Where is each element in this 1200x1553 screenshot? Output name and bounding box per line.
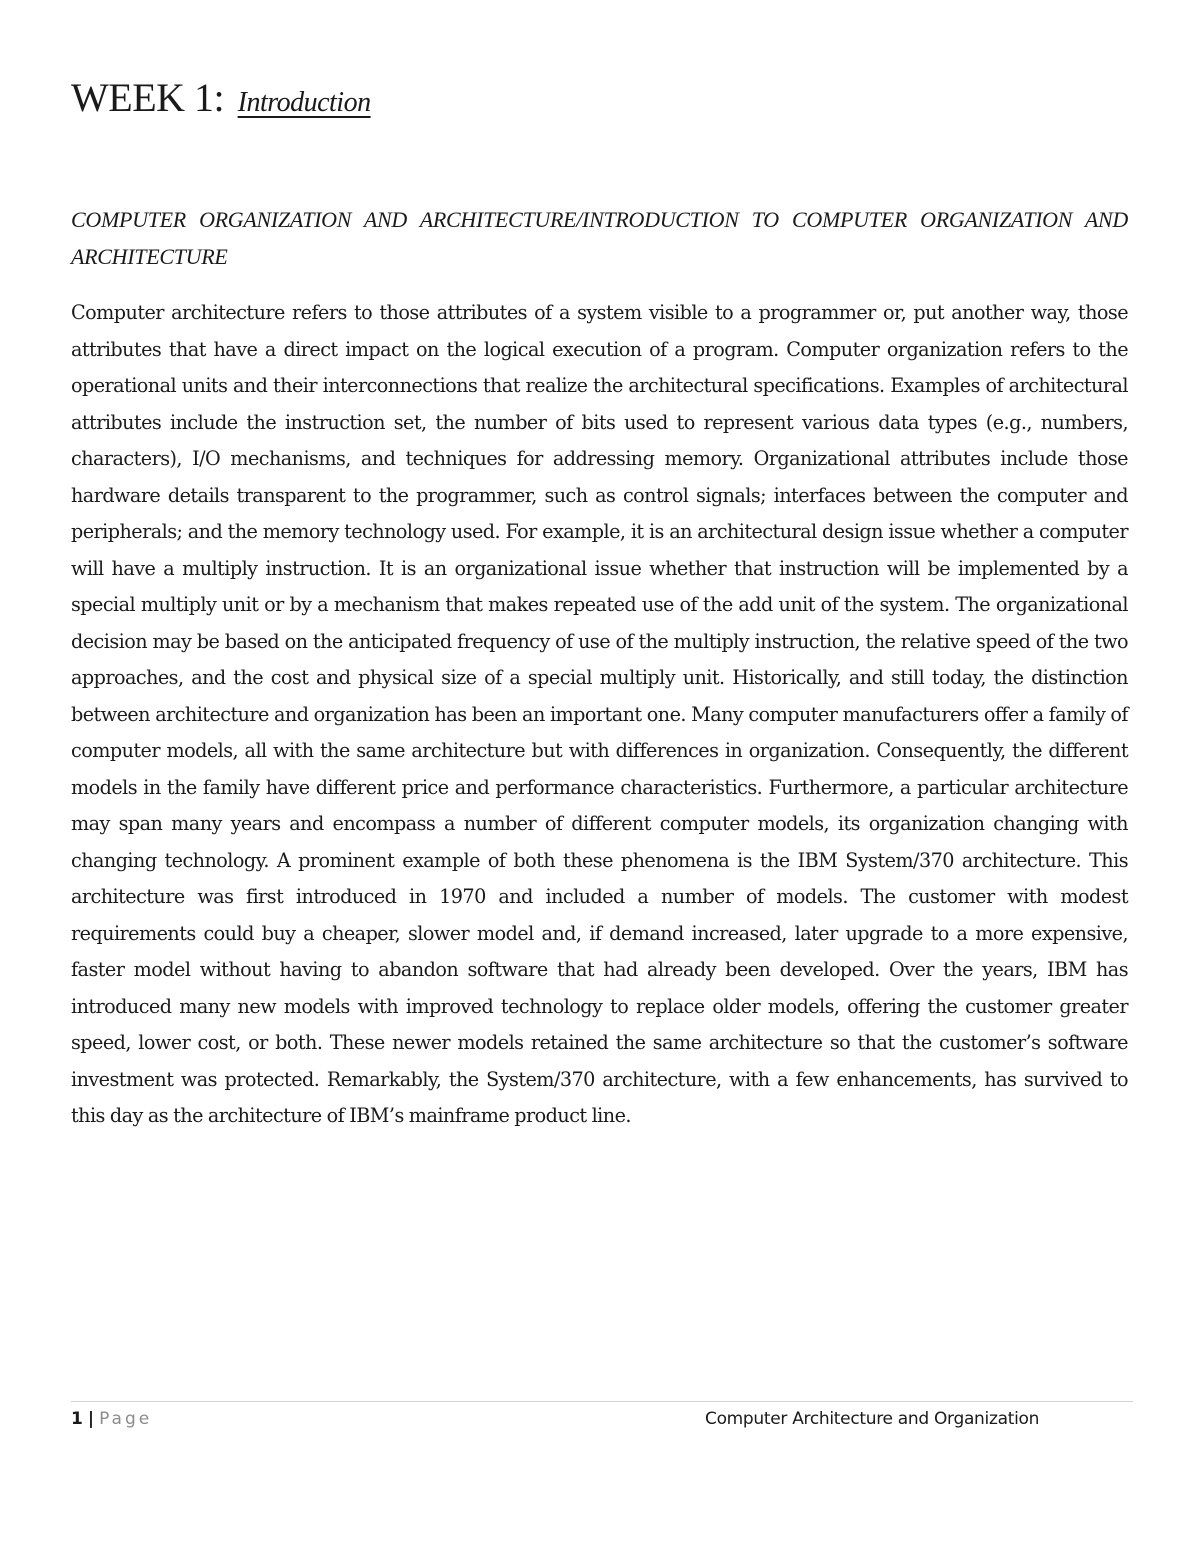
- title-week: WEEK 1:: [71, 75, 225, 120]
- footer-document-title: Computer Architecture and Organization: [705, 1409, 1040, 1429]
- page-number: 1: [71, 1409, 83, 1429]
- page-label: Page: [99, 1409, 153, 1429]
- body-paragraph: Computer architecture refers to those attributes of a system visible to a programmer or, put another way, those attributes that have a direct impact on the logical execution of a program. Computer organization refers to the operational units and their interconnections that realize the architectural specifications. Examples of architectural attributes include the instruction set, the number of bits used to represent various data types (e.g., numbers, characters), I/O mechanisms, and techniques for addressing memory. Organizational attributes include those hardware details transparent to the programmer, such as control signals; interfaces between the computer and peripherals; and the memory technology used. For example, it is an architectural design issue whether a computer will have a multiply instruction. It is an organizational issue whether that instruction will be implemented by a special multiply unit or by a mechanism that makes repeated use of the add unit of the system. The organizational decision may be based on the anticipated frequency of use of the multiply instruction, the relative speed of the two approaches, and the cost and physical size of a special multiply unit. Historically, and still today, the distinction between architecture and organization has been an important one. Many computer manufacturers offer a family of computer models, all with the same architecture but with differences in organization. Consequently, the different models in the family have different price and performance characteristics. Furthermore, a particular architecture may span many years and encompass a number of different computer models, its organization changing with changing technology. A prominent example of both these phenomena is the IBM System/370 architecture. This architecture was first introduced in 1970 and included a number of models. The customer with modest requirements could buy a cheaper, slower model and, if demand increased, later upgrade to a more expensive, faster model without having to abandon software that had already been developed. Over the years, IBM has introduced many new models with improved technology to replace older models, offering the customer greater speed, lower cost, or both. These newer models retained the same architecture so that the customer’s software investment was protected. Remarkably, the System/370 architecture, with a few enhancements, has survived to this day as the architecture of IBM’s mainframe product line.: [71, 301, 1128, 1127]
- section-heading: COMPUTER ORGANIZATION AND ARCHITECTURE/INTRODUCTION TO COMPUTER ORGANIZATION AND ARCHITECTURE: [71, 207, 1128, 269]
- footer-separator: |: [87, 1409, 95, 1429]
- footer-divider: [71, 1401, 1133, 1402]
- page-footer: [71, 1407, 1133, 1431]
- title-subtitle: Introduction: [237, 87, 371, 118]
- page-title: [71, 74, 371, 127]
